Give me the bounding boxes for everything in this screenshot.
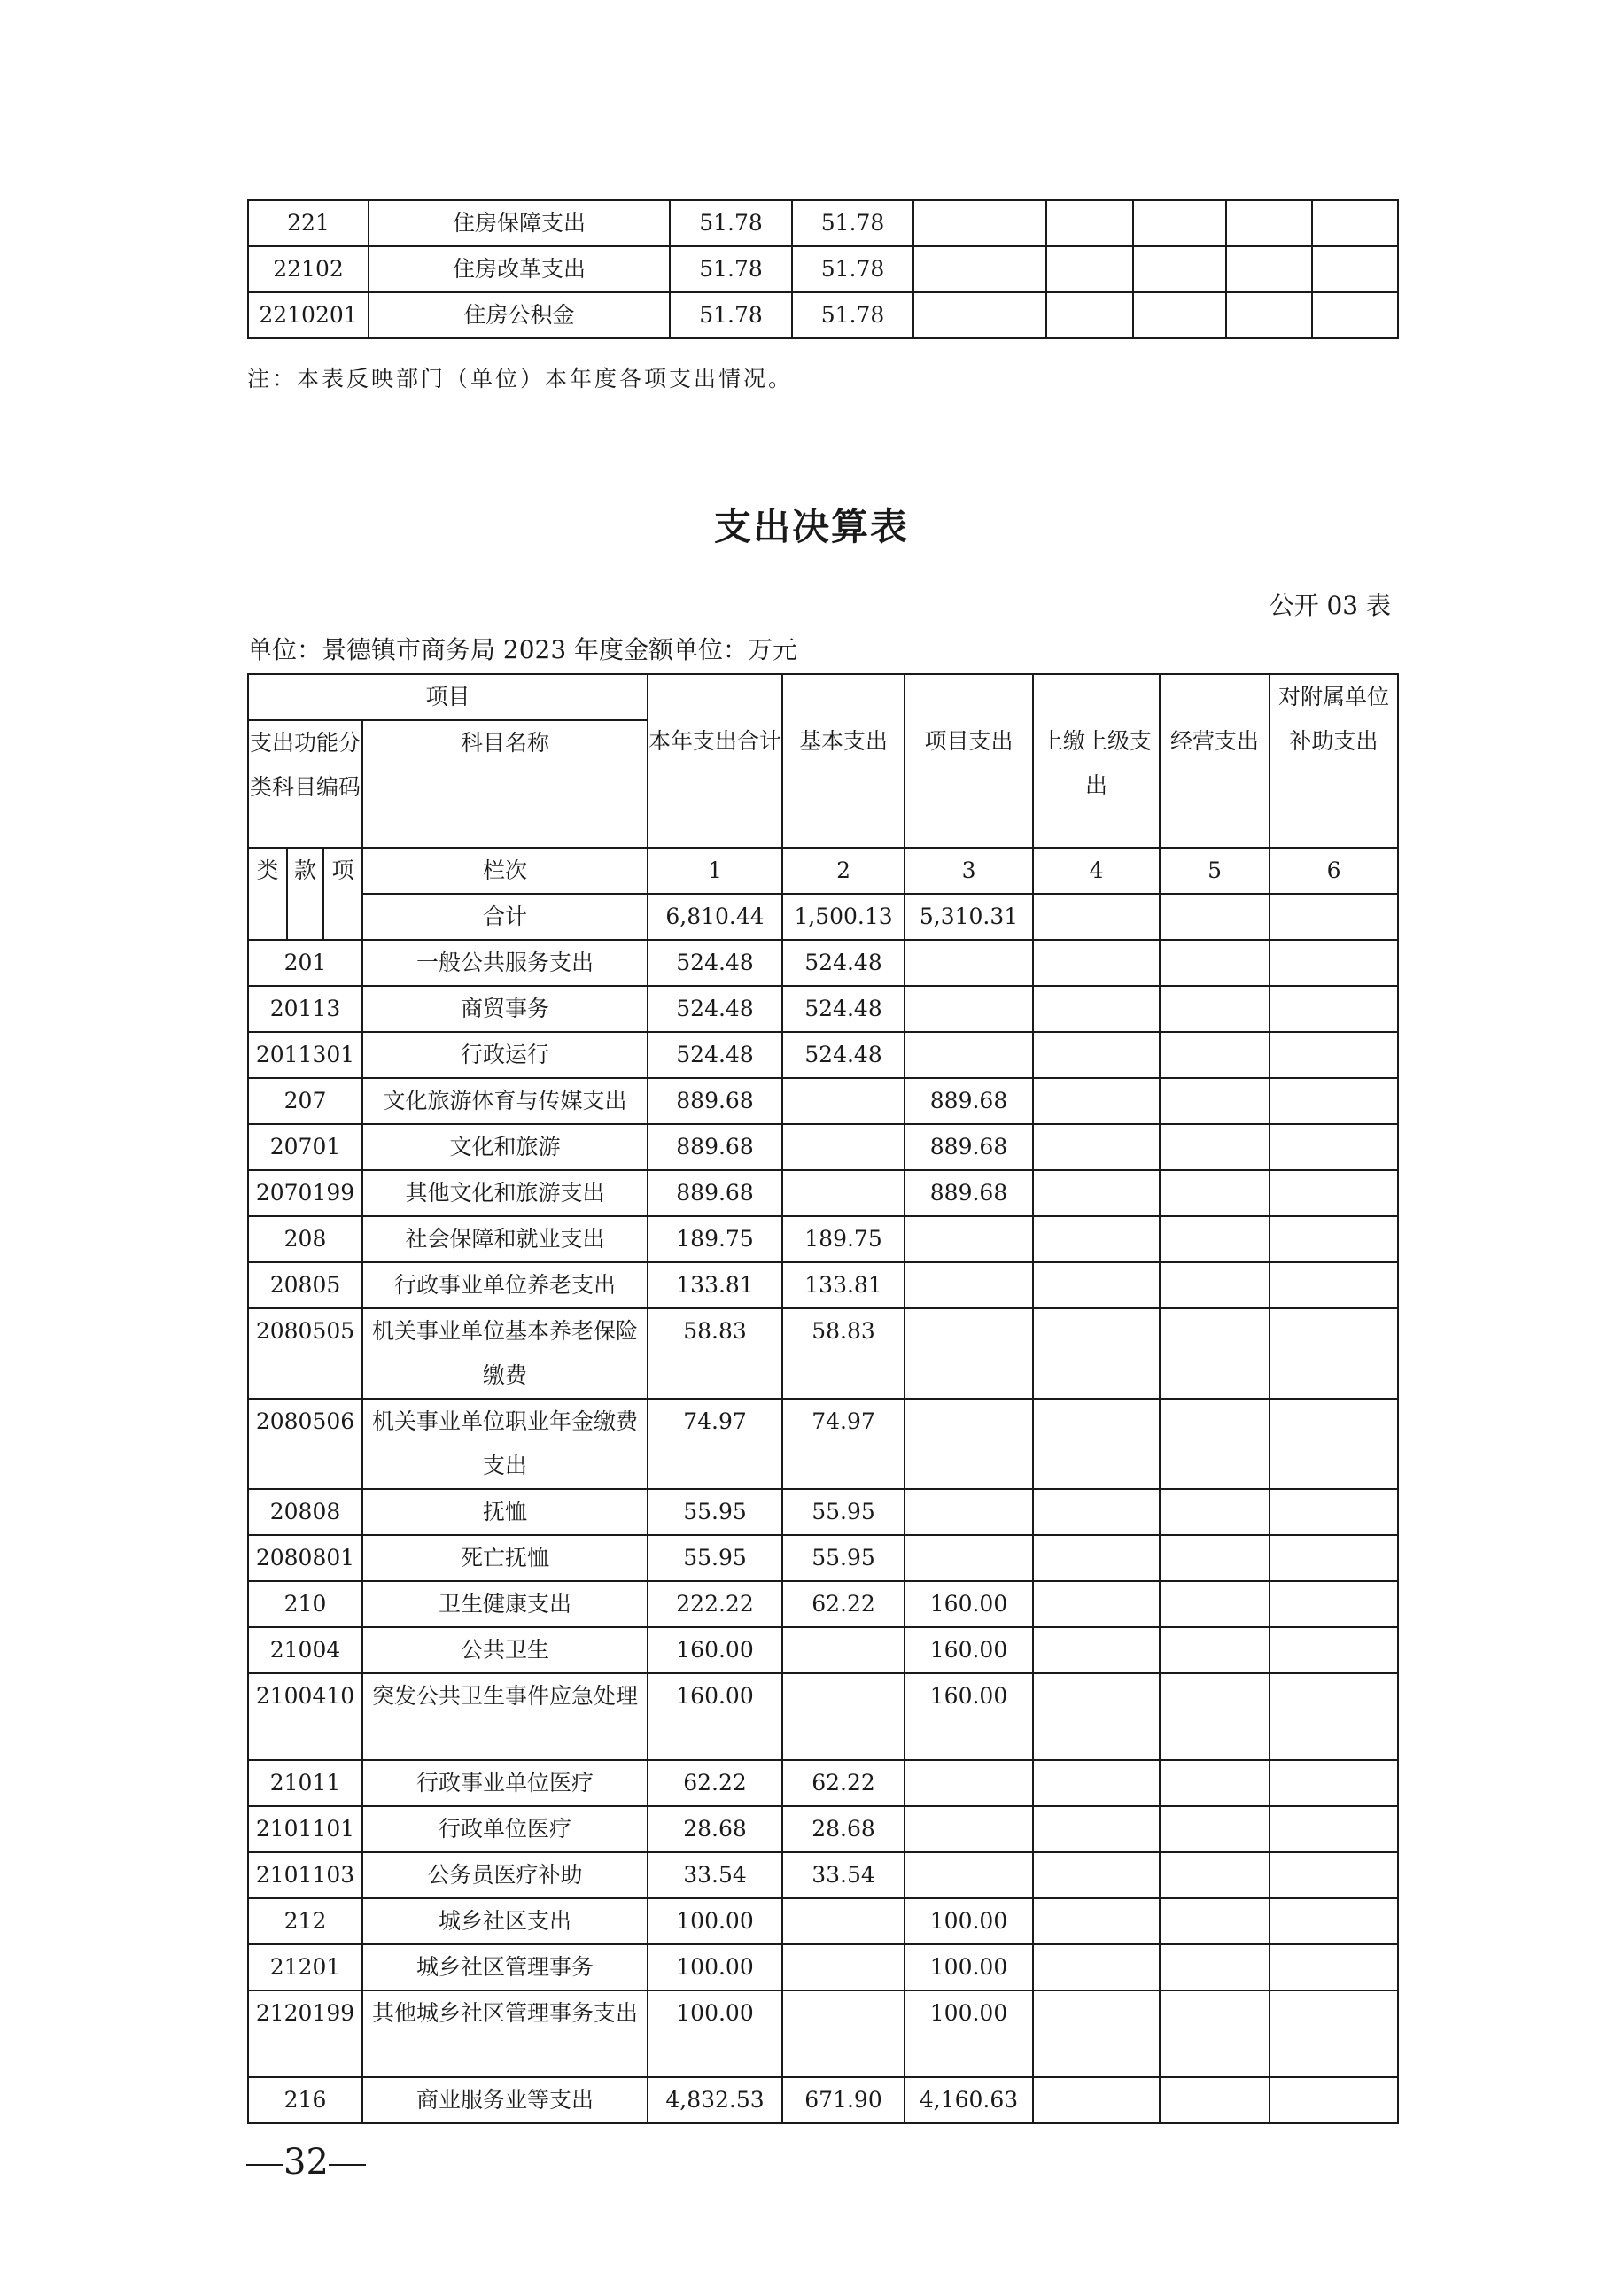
row-name: 行政事业单位养老支出 [362, 1262, 648, 1308]
table-row [248, 1990, 1398, 2077]
row-project: 100.00 [905, 1898, 1033, 1944]
row-business [1160, 1806, 1270, 1852]
row-subsidy [1270, 1673, 1398, 1760]
row-upper [1033, 1990, 1160, 2077]
table-row [248, 2077, 1398, 2123]
row-name: 城乡社区管理事务 [362, 1944, 648, 1990]
row-upper [1033, 2077, 1160, 2123]
row-subsidy [1270, 2077, 1398, 2123]
page-number [246, 2142, 366, 2183]
row-subsidy [1270, 1078, 1398, 1124]
row-project [905, 940, 1033, 986]
row-name: 抚恤 [362, 1489, 648, 1535]
table-row [248, 1944, 1398, 1990]
row-basic: 524.48 [782, 986, 905, 1032]
row-subsidy [1270, 1944, 1398, 1990]
row-subsidy [1270, 986, 1398, 1032]
header-subject-name: 科目名称 [362, 720, 648, 848]
row-code: 21004 [248, 1627, 362, 1673]
row-basic [782, 1898, 905, 1944]
row-business [1160, 940, 1270, 986]
row-business [1160, 1216, 1270, 1262]
row-basic [782, 1944, 905, 1990]
row-name: 住房改革支出 [369, 246, 670, 292]
table-row [248, 1078, 1398, 1124]
row-upper [1033, 1170, 1160, 1216]
row-total: 222.22 [648, 1581, 782, 1627]
row-code: 2210201 [248, 292, 369, 338]
col-num: 2 [782, 848, 905, 894]
row-project [905, 1308, 1033, 1399]
row-subsidy [1270, 1399, 1398, 1489]
row-subsidy [1270, 1581, 1398, 1627]
table-row [248, 1673, 1398, 1760]
row-basic: 51.78 [792, 292, 913, 338]
header-upper: 上缴上级支出 [1033, 674, 1160, 848]
header-business: 经营支出 [1160, 674, 1270, 848]
row-project [905, 1262, 1033, 1308]
row-basic [782, 1627, 905, 1673]
row-upper [1033, 1760, 1160, 1806]
row-upper [1033, 1262, 1160, 1308]
table-row [248, 1535, 1398, 1581]
table-row [248, 1581, 1398, 1627]
total-row [248, 894, 1398, 940]
row-name: 商业服务业等支出 [362, 2077, 648, 2123]
row-name: 行政事业单位医疗 [362, 1760, 648, 1806]
row-basic: 58.83 [782, 1308, 905, 1399]
row-upper [1033, 1581, 1160, 1627]
row-code: 212 [248, 1898, 362, 1944]
row-basic: 524.48 [782, 940, 905, 986]
row-project: 160.00 [905, 1581, 1033, 1627]
empty-cell [1133, 246, 1226, 292]
row-business [1160, 1627, 1270, 1673]
row-total: 74.97 [648, 1399, 782, 1489]
header-xiang: 项 [323, 848, 362, 940]
row-subsidy [1270, 1216, 1398, 1262]
row-total: 28.68 [648, 1806, 782, 1852]
row-business [1160, 1898, 1270, 1944]
row-upper [1033, 1535, 1160, 1581]
row-upper [1033, 1124, 1160, 1170]
row-basic: 74.97 [782, 1399, 905, 1489]
row-subsidy [1270, 1627, 1398, 1673]
row-basic [782, 1170, 905, 1216]
row-upper [1033, 1806, 1160, 1852]
row-code: 2011301 [248, 1032, 362, 1078]
row-basic: 62.22 [782, 1581, 905, 1627]
row-basic [782, 1078, 905, 1124]
row-business [1160, 1944, 1270, 1990]
total-business [1160, 894, 1270, 940]
total-project: 5,310.31 [905, 894, 1033, 940]
row-basic: 28.68 [782, 1806, 905, 1852]
row-basic: 189.75 [782, 1216, 905, 1262]
row-subsidy [1270, 1489, 1398, 1535]
row-name: 商贸事务 [362, 986, 648, 1032]
row-basic: 62.22 [782, 1760, 905, 1806]
row-upper [1033, 1489, 1160, 1535]
row-business [1160, 1399, 1270, 1489]
table-row [248, 1262, 1398, 1308]
row-subsidy [1270, 940, 1398, 986]
row-project [905, 986, 1033, 1032]
row-total: 524.48 [648, 986, 782, 1032]
row-total: 55.95 [648, 1489, 782, 1535]
row-code: 20113 [248, 986, 362, 1032]
row-total: 524.48 [648, 940, 782, 986]
empty-cell [1226, 292, 1312, 338]
row-project [905, 1399, 1033, 1489]
row-code: 2080505 [248, 1308, 362, 1399]
row-business [1160, 1032, 1270, 1078]
row-project: 100.00 [905, 1990, 1033, 2077]
row-code: 210 [248, 1581, 362, 1627]
row-subsidy [1270, 1170, 1398, 1216]
row-code: 2100410 [248, 1673, 362, 1760]
row-name: 机关事业单位职业年金缴费支出 [362, 1399, 648, 1489]
row-total: 889.68 [648, 1078, 782, 1124]
header-project: 项目支出 [905, 674, 1033, 848]
header-item: 项目 [248, 674, 648, 720]
total-subsidy [1270, 894, 1398, 940]
row-business [1160, 1308, 1270, 1399]
total-upper [1033, 894, 1160, 940]
row-name: 死亡抚恤 [362, 1535, 648, 1581]
header-lei: 类 [248, 848, 287, 940]
row-business [1160, 2077, 1270, 2123]
total-label: 合计 [362, 894, 648, 940]
row-name: 机关事业单位基本养老保险缴费 [362, 1308, 648, 1399]
row-total: 62.22 [648, 1760, 782, 1806]
row-total: 100.00 [648, 1898, 782, 1944]
row-total: 160.00 [648, 1673, 782, 1760]
row-name: 公务员医疗补助 [362, 1852, 648, 1898]
row-total: 100.00 [648, 1944, 782, 1990]
row-code: 208 [248, 1216, 362, 1262]
table-row [248, 1032, 1398, 1078]
row-upper [1033, 1898, 1160, 1944]
row-business [1160, 986, 1270, 1032]
row-subsidy [1270, 1535, 1398, 1581]
total-sum: 6,810.44 [648, 894, 782, 940]
empty-cell [1226, 200, 1312, 246]
row-project: 4,160.63 [905, 2077, 1033, 2123]
row-code: 2101101 [248, 1806, 362, 1852]
col-num: 4 [1033, 848, 1160, 894]
row-business [1160, 1170, 1270, 1216]
row-basic: 33.54 [782, 1852, 905, 1898]
row-name: 突发公共卫生事件应急处理 [362, 1673, 648, 1760]
table-row [248, 1489, 1398, 1535]
row-upper [1033, 1216, 1160, 1262]
row-code: 21011 [248, 1760, 362, 1806]
dash-right [329, 2164, 366, 2166]
row-basic: 51.78 [792, 246, 913, 292]
unit-info: 单位：景德镇市商务局 2023 年度金额单位：万元 [247, 635, 798, 664]
row-total: 889.68 [648, 1124, 782, 1170]
dash-left [246, 2164, 283, 2166]
row-name: 住房保障支出 [369, 200, 670, 246]
row-project [905, 1032, 1033, 1078]
row-code: 2101103 [248, 1852, 362, 1898]
table-row [248, 1170, 1398, 1216]
col-num: 3 [905, 848, 1033, 894]
row-name: 社会保障和就业支出 [362, 1216, 648, 1262]
row-basic [782, 1990, 905, 2077]
row-code: 20701 [248, 1124, 362, 1170]
row-code: 2080801 [248, 1535, 362, 1581]
header-row-1 [248, 674, 1398, 720]
row-project [905, 1489, 1033, 1535]
empty-cell [1046, 292, 1133, 338]
table-row [248, 292, 1398, 338]
row-total: 189.75 [648, 1216, 782, 1262]
row-total: 889.68 [648, 1170, 782, 1216]
row-code: 22102 [248, 246, 369, 292]
row-name: 城乡社区支出 [362, 1898, 648, 1944]
row-business [1160, 1760, 1270, 1806]
row-total: 100.00 [648, 1990, 782, 2077]
empty-cell [1312, 292, 1398, 338]
table-row [248, 1399, 1398, 1489]
row-business [1160, 1535, 1270, 1581]
row-business [1160, 1990, 1270, 2077]
row-upper [1033, 986, 1160, 1032]
expense-final-accounts-table [247, 673, 1399, 2124]
table-row [248, 200, 1398, 246]
row-subsidy [1270, 1760, 1398, 1806]
row-name: 一般公共服务支出 [362, 940, 648, 986]
row-project [905, 1806, 1033, 1852]
row-code: 201 [248, 940, 362, 986]
header-subsidy: 对附属单位补助支出 [1270, 674, 1398, 848]
row-name: 文化和旅游 [362, 1124, 648, 1170]
row-basic: 524.48 [782, 1032, 905, 1078]
col-num: 6 [1270, 848, 1398, 894]
row-project: 160.00 [905, 1627, 1033, 1673]
row-name: 其他城乡社区管理事务支出 [362, 1990, 648, 2077]
row-upper [1033, 1852, 1160, 1898]
header-basic: 基本支出 [782, 674, 905, 848]
row-code: 221 [248, 200, 369, 246]
table-note: 注：本表反映部门（单位）本年度各项支出情况。 [247, 366, 794, 392]
table-row [248, 246, 1398, 292]
row-total: 55.95 [648, 1535, 782, 1581]
table-row [248, 1216, 1398, 1262]
empty-cell [913, 246, 1046, 292]
row-business [1160, 1078, 1270, 1124]
row-total: 133.81 [648, 1262, 782, 1308]
row-business [1160, 1673, 1270, 1760]
col-num: 1 [648, 848, 782, 894]
row-subsidy [1270, 1898, 1398, 1944]
table-row [248, 1308, 1398, 1399]
empty-cell [1226, 246, 1312, 292]
table-row [248, 1898, 1398, 1944]
empty-cell [913, 200, 1046, 246]
table-row [248, 986, 1398, 1032]
row-subsidy [1270, 1990, 1398, 2077]
row-name: 其他文化和旅游支出 [362, 1170, 648, 1216]
row-business [1160, 1262, 1270, 1308]
page-number-text: 32 [283, 2142, 329, 2183]
row-upper [1033, 1944, 1160, 1990]
row-project [905, 1852, 1033, 1898]
page-title: 支出决算表 [713, 505, 909, 548]
row-project: 100.00 [905, 1944, 1033, 1990]
table-row [248, 940, 1398, 986]
table-number: 公开 03 表 [1269, 591, 1391, 620]
row-project: 889.68 [905, 1078, 1033, 1124]
table-row [248, 1806, 1398, 1852]
row-basic: 133.81 [782, 1262, 905, 1308]
row-upper [1033, 1673, 1160, 1760]
row-code: 2070199 [248, 1170, 362, 1216]
empty-cell [1046, 200, 1133, 246]
row-upper [1033, 940, 1160, 986]
total-basic: 1,500.13 [782, 894, 905, 940]
row-name: 行政单位医疗 [362, 1806, 648, 1852]
row-subsidy [1270, 1124, 1398, 1170]
row-subsidy [1270, 1032, 1398, 1078]
row-project: 160.00 [905, 1673, 1033, 1760]
row-basic: 55.95 [782, 1535, 905, 1581]
header-row-3 [248, 848, 1398, 894]
row-project [905, 1216, 1033, 1262]
row-name: 文化旅游体育与传媒支出 [362, 1078, 648, 1124]
table-row [248, 1627, 1398, 1673]
row-total: 51.78 [670, 246, 792, 292]
row-code: 20805 [248, 1262, 362, 1308]
row-basic [782, 1124, 905, 1170]
row-project: 889.68 [905, 1124, 1033, 1170]
row-business [1160, 1124, 1270, 1170]
row-business [1160, 1852, 1270, 1898]
empty-cell [1312, 200, 1398, 246]
row-upper [1033, 1308, 1160, 1399]
row-upper [1033, 1078, 1160, 1124]
col-num: 5 [1160, 848, 1270, 894]
header-code-group: 支出功能分类科目编码 [248, 720, 362, 848]
empty-cell [913, 292, 1046, 338]
row-upper [1033, 1627, 1160, 1673]
row-code: 2080506 [248, 1399, 362, 1489]
row-basic: 51.78 [792, 200, 913, 246]
row-basic [782, 1673, 905, 1760]
row-upper [1033, 1032, 1160, 1078]
row-project [905, 1535, 1033, 1581]
row-basic: 671.90 [782, 2077, 905, 2123]
empty-cell [1133, 200, 1226, 246]
continued-expense-table [247, 199, 1399, 339]
table-row [248, 1852, 1398, 1898]
row-upper [1033, 1399, 1160, 1489]
row-total: 51.78 [670, 200, 792, 246]
empty-cell [1312, 246, 1398, 292]
row-subsidy [1270, 1806, 1398, 1852]
row-total: 58.83 [648, 1308, 782, 1399]
row-total: 4,832.53 [648, 2077, 782, 2123]
row-project [905, 1760, 1033, 1806]
row-code: 2120199 [248, 1990, 362, 2077]
row-name: 行政运行 [362, 1032, 648, 1078]
row-code: 21201 [248, 1944, 362, 1990]
row-subsidy [1270, 1262, 1398, 1308]
header-kuan: 款 [287, 848, 323, 940]
row-business [1160, 1581, 1270, 1627]
row-subsidy [1270, 1308, 1398, 1399]
row-total: 51.78 [670, 292, 792, 338]
empty-cell [1133, 292, 1226, 338]
table-row [248, 1760, 1398, 1806]
row-total: 524.48 [648, 1032, 782, 1078]
row-name: 住房公积金 [369, 292, 670, 338]
row-total: 160.00 [648, 1627, 782, 1673]
row-total: 33.54 [648, 1852, 782, 1898]
table-row [248, 1124, 1398, 1170]
row-business [1160, 1489, 1270, 1535]
row-project: 889.68 [905, 1170, 1033, 1216]
row-basic: 55.95 [782, 1489, 905, 1535]
row-subsidy [1270, 1852, 1398, 1898]
row-code: 20808 [248, 1489, 362, 1535]
row-name: 公共卫生 [362, 1627, 648, 1673]
row-name: 卫生健康支出 [362, 1581, 648, 1627]
row-code: 216 [248, 2077, 362, 2123]
header-lanci: 栏次 [362, 848, 648, 894]
empty-cell [1046, 246, 1133, 292]
header-total: 本年支出合计 [648, 674, 782, 848]
row-code: 207 [248, 1078, 362, 1124]
